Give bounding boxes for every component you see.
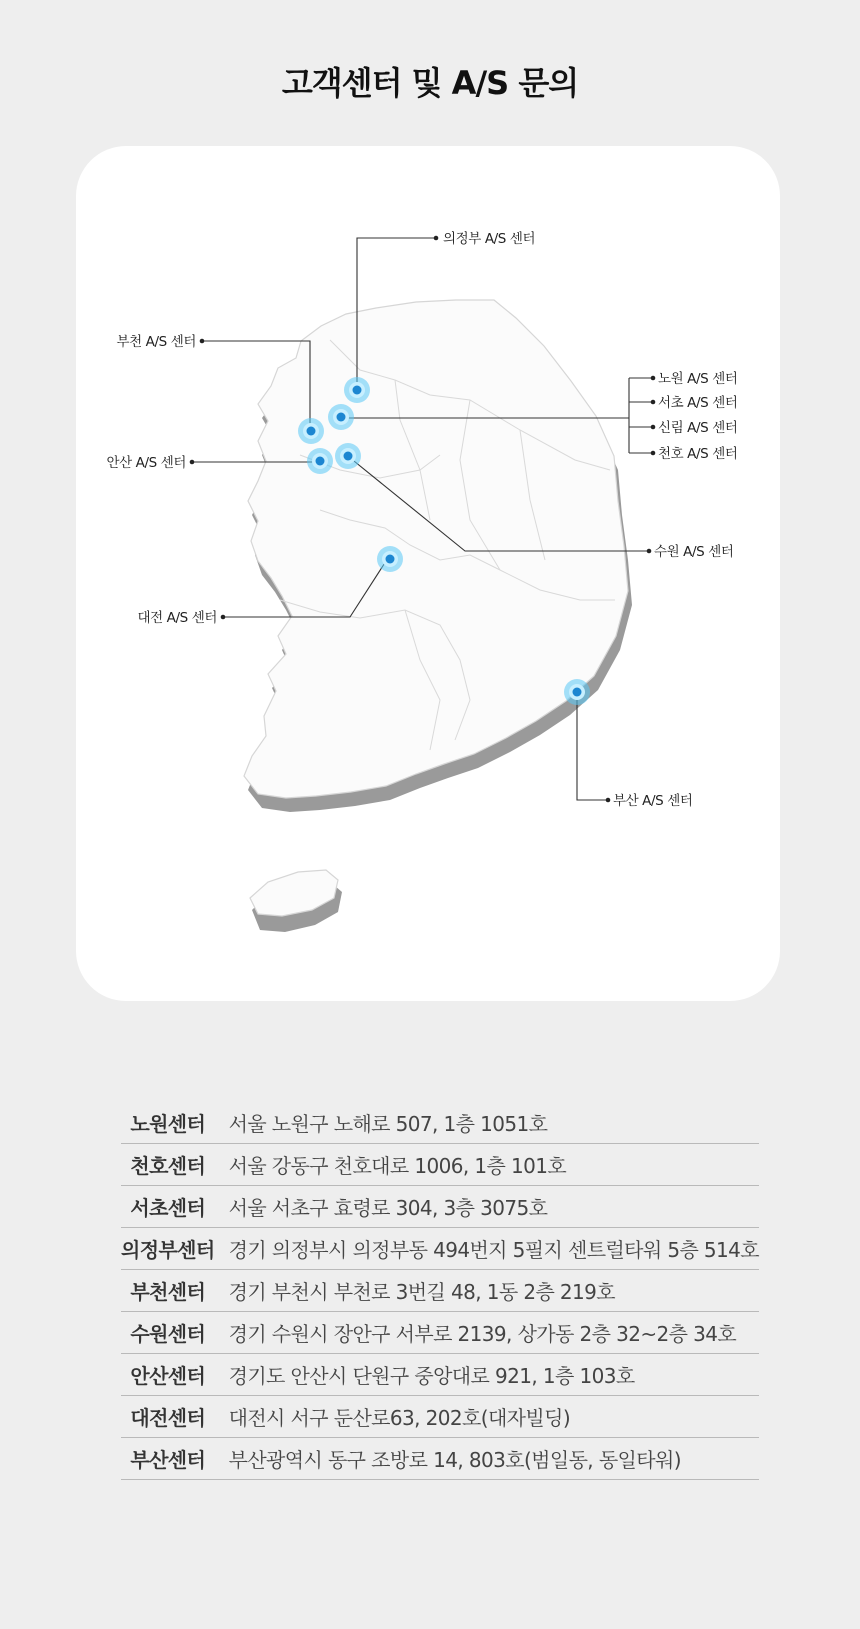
center-name: 부산센터 bbox=[121, 1438, 215, 1480]
center-row bbox=[121, 1144, 759, 1186]
center-row bbox=[121, 1270, 759, 1312]
center-row bbox=[121, 1396, 759, 1438]
center-address: 서울 서초구 효령로 304, 3층 3075호 bbox=[215, 1186, 759, 1228]
pin-uijeongbu[interactable] bbox=[344, 377, 370, 403]
mainland bbox=[244, 300, 628, 798]
label-cheonho: 천호 A/S 센터 bbox=[658, 446, 738, 462]
pin-seoul[interactable] bbox=[328, 404, 354, 430]
center-name: 부천센터 bbox=[121, 1270, 215, 1312]
center-address: 부산광역시 동구 조방로 14, 803호(범일동, 동일타워) bbox=[215, 1438, 759, 1480]
label-daejeon: 대전 A/S 센터 bbox=[137, 610, 217, 626]
center-name: 대전센터 bbox=[121, 1396, 215, 1438]
center-address: 서울 강동구 천호대로 1006, 1층 101호 bbox=[215, 1144, 759, 1186]
pin-ansan[interactable] bbox=[307, 448, 333, 474]
pin-daejeon[interactable] bbox=[377, 546, 403, 572]
center-name: 수원센터 bbox=[121, 1312, 215, 1354]
label-suwon: 수원 A/S 센터 bbox=[654, 544, 734, 560]
center-row bbox=[121, 1228, 759, 1270]
center-row bbox=[121, 1312, 759, 1354]
center-address: 경기 수원시 장안구 서부로 2139, 상가동 2층 32~2층 34호 bbox=[215, 1312, 759, 1354]
label-sillim: 신림 A/S 센터 bbox=[658, 420, 738, 436]
label-busan: 부산 A/S 센터 bbox=[613, 793, 693, 809]
label-seocho: 서초 A/S 센터 bbox=[658, 395, 738, 411]
center-address: 경기도 안산시 단원구 중앙대로 921, 1층 103호 bbox=[215, 1354, 759, 1396]
label-bucheon: 부천 A/S 센터 bbox=[116, 334, 196, 350]
page-title: 고객센터 및 A/S 문의 bbox=[281, 64, 579, 102]
center-address: 대전시 서구 둔산로63, 202호(대자빌딩) bbox=[215, 1396, 759, 1438]
pin-bucheon[interactable] bbox=[298, 418, 324, 444]
label-nowon: 노원 A/S 센터 bbox=[658, 371, 738, 387]
center-name: 안산센터 bbox=[121, 1354, 215, 1396]
center-address: 경기 의정부시 의정부동 494번지 5필지 센트럴타워 5층 514호 bbox=[215, 1228, 759, 1270]
center-row bbox=[121, 1438, 759, 1480]
pin-suwon[interactable] bbox=[335, 443, 361, 469]
center-address: 서울 노원구 노해로 507, 1층 1051호 bbox=[215, 1102, 759, 1144]
pin-busan[interactable] bbox=[564, 679, 590, 705]
center-name: 천호센터 bbox=[121, 1144, 215, 1186]
label-uijeongbu: 의정부 A/S 센터 bbox=[443, 231, 536, 247]
center-name: 의정부센터 bbox=[121, 1228, 215, 1270]
center-name: 노원센터 bbox=[121, 1102, 215, 1144]
center-list-table bbox=[121, 1102, 759, 1480]
center-row bbox=[121, 1354, 759, 1396]
center-row bbox=[121, 1102, 759, 1144]
label-ansan: 안산 A/S 센터 bbox=[106, 455, 186, 471]
center-row bbox=[121, 1186, 759, 1228]
center-address: 경기 부천시 부천로 3번길 48, 1동 2층 219호 bbox=[215, 1270, 759, 1312]
center-name: 서초센터 bbox=[121, 1186, 215, 1228]
